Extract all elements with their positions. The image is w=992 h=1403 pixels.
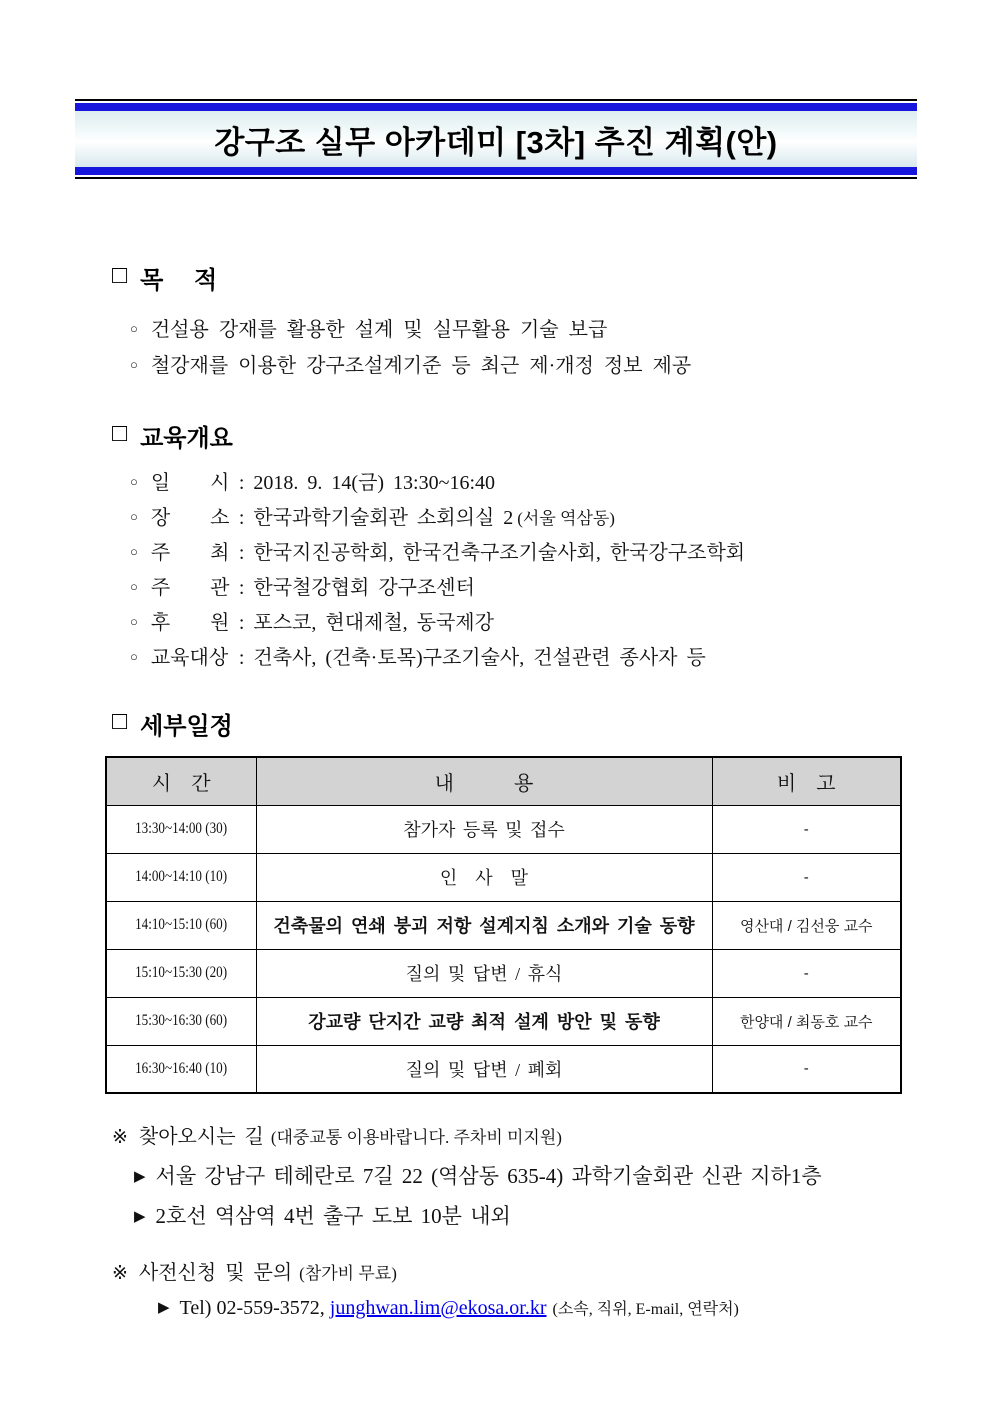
overview-row-audience bbox=[130, 641, 710, 670]
registration-note-title bbox=[112, 1256, 397, 1285]
triangle-bullet-icon: ▶ bbox=[158, 1300, 170, 1316]
overview-label: 후 원 bbox=[150, 612, 230, 634]
circle-bullet-icon: ○ bbox=[130, 649, 138, 664]
purpose-item-text: 건설용 강재를 활용한 설계 및 실무활용 기술 보급 bbox=[150, 319, 608, 341]
cell-time: 15:10~15:30 (20) bbox=[106, 949, 256, 997]
table-row bbox=[106, 853, 901, 901]
overview-value-suffix: (서울 역삼동) bbox=[517, 509, 615, 528]
overview-label: 교육대상 bbox=[150, 647, 229, 669]
overview-separator: : bbox=[238, 612, 245, 634]
cell-note: - bbox=[712, 853, 901, 901]
overview-separator: : bbox=[238, 647, 245, 669]
section-title-purpose: 목 적 bbox=[140, 267, 218, 294]
section-title-schedule: 세부일정 bbox=[140, 713, 233, 740]
tel-line bbox=[158, 1296, 739, 1320]
col-header-time: 시 간 bbox=[106, 757, 256, 805]
triangle-bullet-icon: ▶ bbox=[134, 1169, 146, 1185]
cell-content: 질의 및 답변 / 폐회 bbox=[256, 1045, 712, 1093]
section-header-purpose bbox=[112, 260, 217, 295]
table-row-lecture bbox=[106, 901, 901, 949]
purpose-item-text: 철강재를 이용한 강구조설계기준 등 최근 제·개정 정보 제공 bbox=[150, 355, 692, 377]
section-title-overview: 교육개요 bbox=[140, 425, 233, 452]
overview-separator: : bbox=[238, 542, 245, 564]
circle-bullet-icon: ○ bbox=[130, 357, 138, 372]
table-row bbox=[106, 1045, 901, 1093]
table-row-lecture bbox=[106, 997, 901, 1045]
cell-content: 참가자 등록 및 접수 bbox=[256, 805, 712, 853]
cell-content: 강교량 단지간 교량 최적 설계 방안 및 동향 bbox=[256, 997, 712, 1045]
table-row bbox=[106, 949, 901, 997]
email-link[interactable]: junghwan.lim@ekosa.or.kr bbox=[329, 1297, 547, 1319]
circle-bullet-icon: ○ bbox=[130, 614, 138, 629]
overview-value: 한국과학기술회관 소회의실 2 bbox=[253, 507, 514, 529]
cell-time: 15:30~16:30 (60) bbox=[106, 997, 256, 1045]
overview-value: 한국지진공학회, 한국건축구조기술사회, 한국강구조학회 bbox=[253, 542, 746, 564]
overview-label: 주 관 bbox=[150, 577, 230, 599]
overview-separator: : bbox=[238, 472, 245, 494]
purpose-item bbox=[130, 313, 607, 342]
col-header-note: 비 고 bbox=[712, 757, 901, 805]
overview-row-organizer bbox=[130, 571, 479, 600]
address-line bbox=[134, 1160, 822, 1190]
banner-bottom-rule bbox=[75, 177, 917, 179]
col-header-content: 내 용 bbox=[256, 757, 712, 805]
cell-content: 인 사 말 bbox=[256, 853, 712, 901]
overview-row-datetime bbox=[130, 466, 499, 495]
square-bullet-icon: □ bbox=[112, 261, 128, 289]
cell-note: - bbox=[712, 1045, 901, 1093]
reference-mark-icon: ※ bbox=[112, 1127, 128, 1148]
table-row bbox=[106, 805, 901, 853]
overview-label: 일 시 bbox=[150, 472, 230, 494]
overview-value: 한국철강협회 강구조센터 bbox=[253, 577, 475, 599]
title-banner bbox=[75, 99, 917, 179]
reference-mark-icon: ※ bbox=[112, 1263, 128, 1284]
banner-top-rule bbox=[75, 99, 917, 101]
circle-bullet-icon: ○ bbox=[130, 579, 138, 594]
overview-row-sponsor bbox=[130, 606, 498, 635]
cell-note: - bbox=[712, 949, 901, 997]
overview-value: 2018. 9. 14(금) 13:30~16:40 bbox=[253, 472, 495, 494]
directions-title-suffix: (대중교통 이용바랍니다. 주차비 미지원) bbox=[270, 1128, 562, 1147]
circle-bullet-icon: ○ bbox=[130, 509, 138, 524]
table-header-row bbox=[106, 757, 901, 805]
cell-note: - bbox=[712, 805, 901, 853]
cell-time: 13:30~14:00 (30) bbox=[106, 805, 256, 853]
section-header-overview bbox=[112, 418, 233, 453]
directions-note-title bbox=[112, 1120, 562, 1149]
cell-content: 질의 및 답변 / 휴식 bbox=[256, 949, 712, 997]
circle-bullet-icon: ○ bbox=[130, 321, 138, 336]
cell-time: 16:30~16:40 (10) bbox=[106, 1045, 256, 1093]
square-bullet-icon: □ bbox=[112, 419, 128, 447]
overview-value: 건축사, (건축·토목)구조기술사, 건설관련 종사자 등 bbox=[253, 647, 706, 669]
cell-time: 14:00~14:10 (10) bbox=[106, 853, 256, 901]
registration-title-text: 사전신청 및 문의 bbox=[138, 1262, 293, 1284]
registration-title-suffix: (참가비 무료) bbox=[299, 1264, 397, 1283]
cell-note: 한양대 / 최동호 교수 bbox=[712, 997, 901, 1045]
purpose-item bbox=[130, 349, 691, 378]
cell-content: 건축물의 연쇄 붕괴 저항 설계지침 소개와 기술 동향 bbox=[256, 901, 712, 949]
overview-label: 장 소 bbox=[150, 507, 230, 529]
cell-time: 14:10~15:10 (60) bbox=[106, 901, 256, 949]
square-bullet-icon: □ bbox=[112, 707, 128, 735]
tel-label: Tel) 02-559-3572, bbox=[179, 1297, 325, 1319]
page-title: 강구조 실무 아카데미 [3차] 추진 계획(안) bbox=[214, 124, 778, 160]
section-header-schedule bbox=[112, 706, 233, 741]
triangle-bullet-icon: ▶ bbox=[134, 1209, 146, 1225]
overview-row-host bbox=[130, 536, 749, 565]
cell-note: 영산대 / 김선웅 교수 bbox=[712, 901, 901, 949]
overview-separator: : bbox=[238, 577, 245, 599]
banner-body bbox=[75, 103, 917, 175]
address-text: 서울 강남구 테헤란로 7길 22 (역삼동 635-4) 과학기술회관 신관 지하1층 bbox=[155, 1164, 822, 1188]
directions-title-text: 찾아오시는 길 bbox=[138, 1126, 264, 1148]
overview-value: 포스코, 현대제철, 동국제강 bbox=[253, 612, 494, 634]
tel-suffix: (소속, 직위, E-mail, 연락처) bbox=[552, 1301, 739, 1318]
overview-separator: : bbox=[238, 507, 245, 529]
overview-label: 주 최 bbox=[150, 542, 230, 564]
subway-text: 2호선 역삼역 4번 출구 도보 10분 내외 bbox=[155, 1204, 511, 1228]
overview-row-venue bbox=[130, 501, 615, 530]
circle-bullet-icon: ○ bbox=[130, 474, 138, 489]
schedule-table bbox=[105, 756, 902, 1094]
subway-line bbox=[134, 1200, 511, 1230]
circle-bullet-icon: ○ bbox=[130, 544, 138, 559]
